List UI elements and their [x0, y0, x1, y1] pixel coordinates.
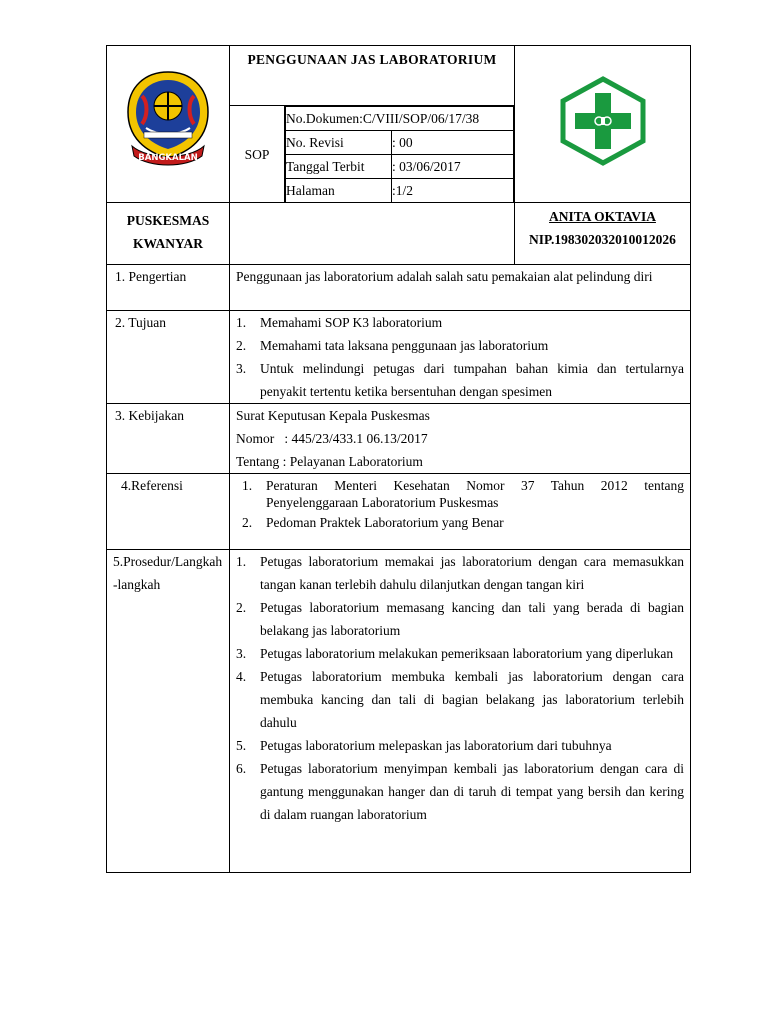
section-prosedur — [230, 550, 691, 873]
list-item: 4. Petugas laboratorium membuka kembali jas laboratorium dengan cara membuka kancing dan tali di bagian belakang jas laboratorium terlebih dahulu — [236, 669, 684, 730]
list-item: 1. Memahami SOP K3 laboratorium — [236, 315, 443, 330]
regency-logo-cell — [107, 46, 230, 203]
list-item: 2. Petugas laboratorium memasang kancing dan tali yang berada di bagian belakang jas laboratorium — [236, 600, 684, 638]
signature-block — [515, 203, 691, 265]
prosedur-list — [236, 550, 684, 826]
sop-table — [106, 45, 691, 873]
issue-date-label: Tanggal Terbit — [286, 155, 392, 179]
list-item: 1. Petugas laboratorium memakai jas laboratorium dengan cara memasukkan tangan kanan terlebih dahulu dilanjutkan dengan tangan kiri — [236, 554, 684, 592]
kebijakan-line-1: Surat Keputusan Kepala Puskesmas — [236, 408, 430, 423]
page-label: Halaman — [286, 179, 392, 203]
section-label-pengertian: 1. Pengertian — [107, 265, 230, 311]
section-kebijakan — [230, 404, 691, 474]
tujuan-list — [236, 311, 684, 403]
document-number: No.Dokumen:C/VIII/SOP/06/17/38 — [286, 107, 514, 131]
section-label-referensi: 4.Referensi — [107, 474, 230, 550]
section-text-pengertian: Penggunaan jas laboratorium adalah salah satu pemakaian alat pelindung diri — [230, 265, 691, 311]
kebijakan-line-2: Nomor : 445/23/433.1 06.13/2017 — [236, 431, 428, 446]
puskesmas-logo-icon — [553, 75, 653, 167]
section-label-tujuan: 2. Tujuan — [107, 311, 230, 404]
puskesmas-line-1: PUSKESMAS — [126, 213, 210, 228]
section-label-prosedur: 5.Prosedur/Langkah-langkah — [107, 550, 230, 873]
list-item: 3. Petugas laboratorium melakukan pemeriksaan laboratorium yang diperlukan — [236, 646, 674, 661]
list-item: 1. Peraturan Menteri Kesehatan Nomor 37 Tahun 2012 tentang Penyelenggaraan Laboratorium Puskesmas — [242, 478, 684, 510]
signer-name: ANITA OKTAVIA — [549, 209, 656, 224]
bangkalan-regency-logo — [118, 66, 218, 176]
kebijakan-line-3: Tentang : Pelayanan Laboratorium — [236, 454, 423, 469]
puskesmas-line-2: KWANYAR — [132, 236, 203, 251]
signer-nip: NIP.198302032010012026 — [529, 232, 676, 247]
empty-cell — [230, 203, 515, 265]
document-title: PENGGUNAAN JAS LABORATORIUM — [230, 46, 515, 106]
list-item: 6. Petugas laboratorium menyimpan kembali jas laboratorium dengan cara di gantung menggunakan hanger dan di taruh di tempat yang bersih dan kering di dalam ruangan laboratorium — [236, 761, 684, 822]
document-meta-table — [285, 106, 514, 202]
puskesmas-logo-cell — [515, 46, 691, 203]
section-label-kebijakan: 3. Kebijakan — [107, 404, 230, 474]
referensi-list — [236, 477, 684, 531]
list-item: 3. Untuk melindungi petugas dari tumpahan bahan kimia dan tertularnya penyakit tertentu ketika bersentuhan dengan spesimen — [236, 361, 684, 399]
logo-text: BANGKALAN — [138, 152, 198, 163]
document-meta-cell — [285, 106, 515, 203]
list-item: 2. Pedoman Praktek Laboratorium yang Benar — [242, 515, 504, 530]
puskesmas-name — [107, 203, 230, 265]
revision-value: : 00 — [392, 131, 514, 155]
section-referensi — [230, 474, 691, 550]
section-tujuan — [230, 311, 691, 404]
sop-label: SOP — [230, 106, 285, 203]
list-item: 2. Memahami tata laksana penggunaan jas laboratorium — [236, 338, 549, 353]
revision-label: No. Revisi — [286, 131, 392, 155]
page-value: :1/2 — [392, 179, 514, 203]
issue-date-value: : 03/06/2017 — [392, 155, 514, 179]
list-item: 5. Petugas laboratorium melepaskan jas laboratorium dari tubuhnya — [236, 738, 612, 753]
